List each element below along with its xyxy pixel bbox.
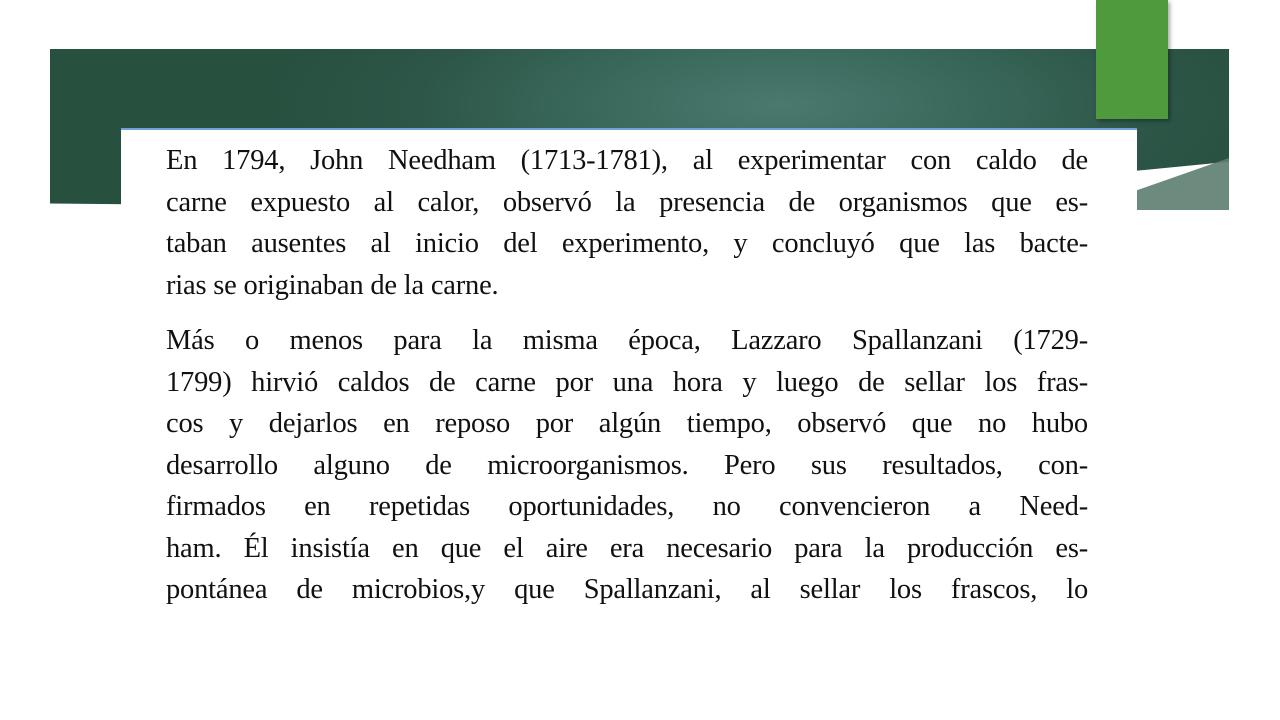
paragraph-line: firmados en repetidas oportunidades, no convencieron a Need-	[166, 491, 1088, 522]
paragraph-line: ham. Él insistía en que el aire era necesario para la producción es-	[166, 532, 1088, 564]
paragraph-line: cos y dejarlos en reposo por algún tiempo, observó que no hubo	[166, 408, 1088, 439]
paragraph-line: pontánea de microbios,y que Spallanzani, al sellar los frascos, lo	[166, 574, 1088, 605]
paragraph-line: taban ausentes al inicio del experimento, y concluyó que las bacte-	[166, 228, 1088, 259]
paragraph-line: desarrollo alguno de microorganismos. Pero sus resultados, con-	[166, 449, 1088, 481]
paragraph-1	[166, 140, 1088, 306]
content-panel	[121, 128, 1137, 660]
paragraph-line: rias se originaban de la carne.	[166, 269, 499, 301]
paragraph-line: En 1794, John Needham (1713-1781), al experimentar con caldo de	[166, 145, 1088, 176]
paragraph-2	[166, 320, 1088, 611]
paragraph-line: 1799) hirvió caldos de carne por una hora y luego de sellar los fras-	[166, 366, 1088, 398]
text-block	[166, 140, 1088, 611]
paragraph-line: carne expuesto al calor, observó la presencia de organismos que es-	[166, 186, 1088, 218]
green-accent-tab	[1096, 0, 1168, 119]
paragraph-line: Más o menos para la misma época, Lazzaro Spallanzani (1729-	[166, 325, 1088, 356]
